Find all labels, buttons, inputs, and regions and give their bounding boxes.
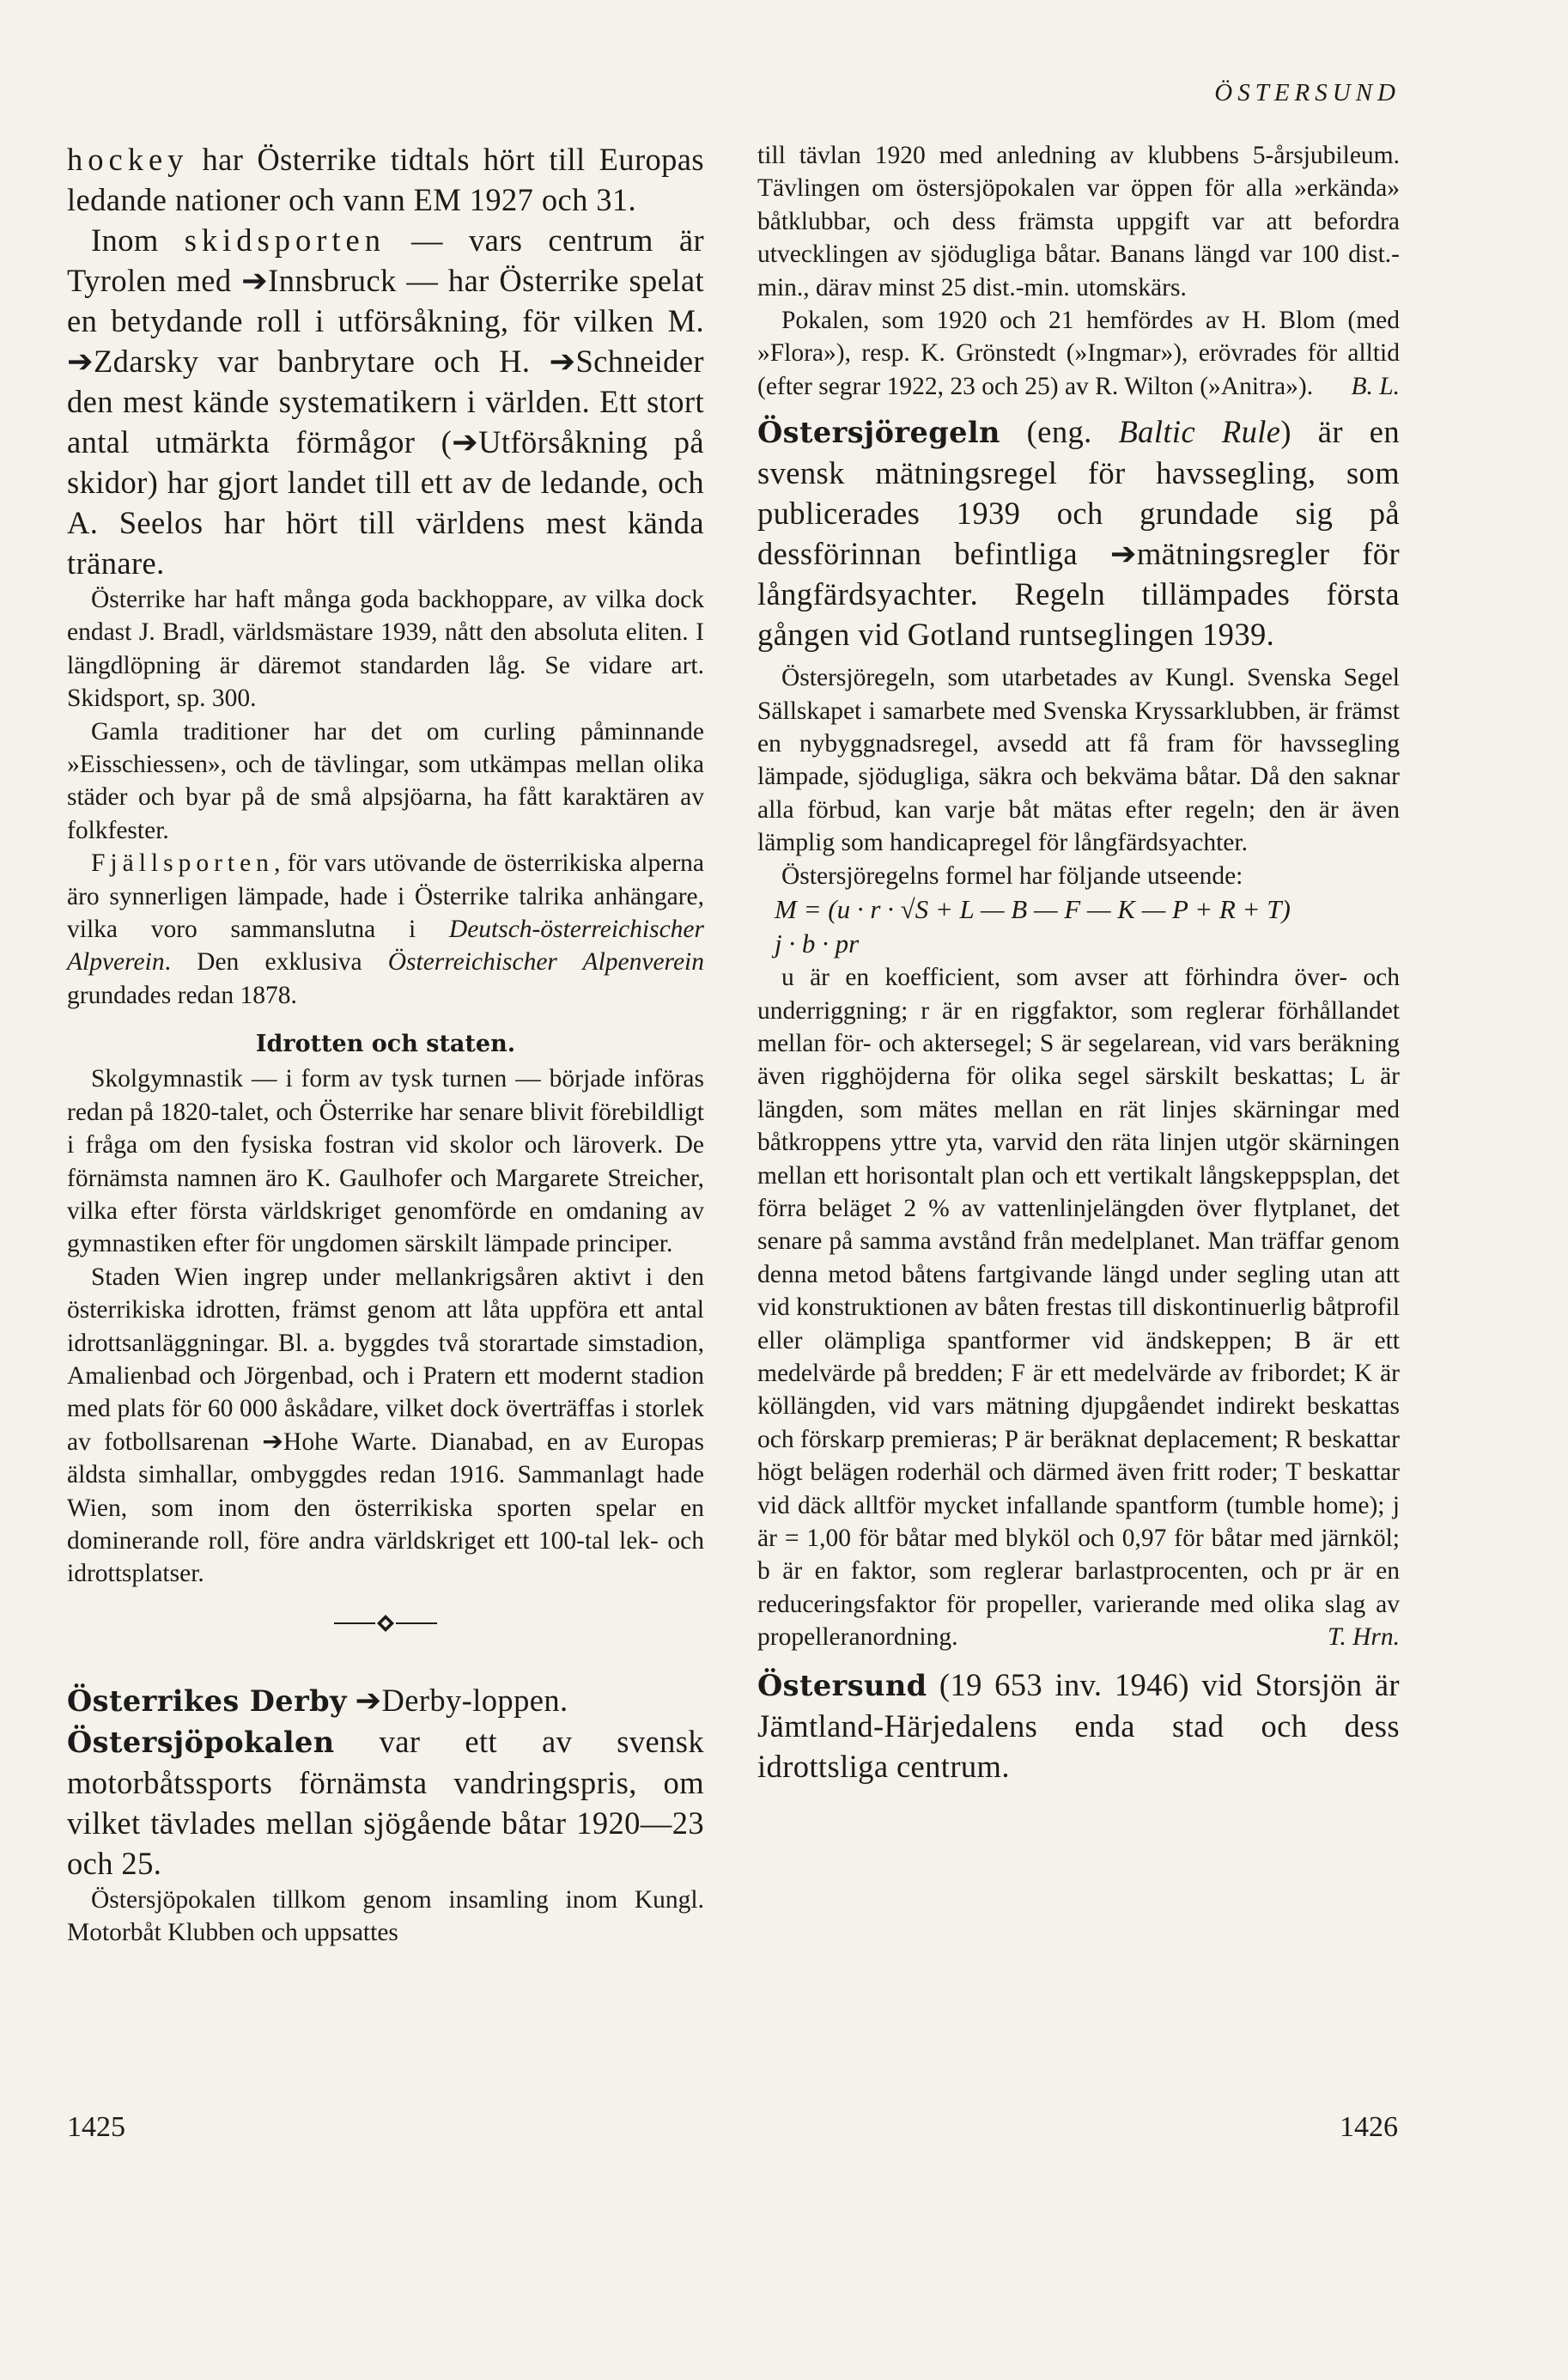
paragraph [67,220,704,583]
paragraph: Östersjöregeln, som utarbetades av Kungl. Svenska Segel Sällskapet i samarbete med Svenska Kryssarklubben, är främst en nybyggnadsregel, avsedd att få fram för havssegling lämpade, sjödugliga, säkra och bekväma båtar. Då den saknar alla förbud, kan varje båt mätas efter regeln; den är även lämplig som handicapregel för långfärdsyachter. [757,664,1400,857]
paragraph: Staden Wien ingrep under mellankrigsåren aktivt i den österrikiska idrotten, främst genom att låta uppföra ett antal idrottsanläggningar. Bl. a. byggdes två storartade simstadion, Amalienbad och Jörgenbad, och i Pratern ett modernt stadion med plats för 60 000 åskådare, vilket dock överträffas i storlek av fotbollsarenan ➔Hohe Warte. Dianabad, en av Europas äldsta simhallar, ombyggdes redan 1916. Sammanlagt hade Wien, som inom den österrikiska sporten spelar en dominerande roll, före andra världskriget ett 100-tal lek- och idrottsplatser. [67,1263,704,1588]
paragraph [67,847,704,1012]
text: (19 653 inv. 1946) vid Storsjön är Jämtland-Härjedalens enda stad och dess idrottsliga centrum. [757,1666,1400,1784]
ornament-divider [67,1613,704,1634]
entry [67,1721,704,1884]
paragraph: Östersjöregelns formel har följande utseende: [781,861,1243,890]
paragraph: Gamla traditioner har det om curling påminnande »Eisschiessen», och de tävlingar, som utkämpas mellan olika städer och byar på de små alpsjöarna, ha fått karaktären av folkfester. [67,717,704,844]
text: (eng. [1000,414,1119,450]
text: Pokalen, som 1920 och 21 hemfördes av H. Blom (med »Flora»), resp. K. Grönstedt (»Ingmar»), erövrades för alltid (efter segrar 1922, 23 och 25) av R. Wilton (»Anitra»). [757,307,1400,400]
author-signature: B. L. [1351,372,1400,400]
author-signature: T. Hrn. [1328,1623,1400,1652]
formula-numerator: M = (u · r · √S + L — B — F — K — P + R + T) [775,894,1291,925]
paragraph [757,304,1400,403]
italic-text: Deutsch-österreichischer Alpverein [67,916,704,977]
paragraph: Österrike har haft många goda backhoppare, av vilka dock endast J. Bradl, världsmästare 1939, nått den absoluta eliten. I längdlöpning är däremot standarden låg. Se vidare art. Skidsport, sp. 300. [67,586,704,713]
text: , för vars utövande de österrikiska alperna äro synnerligen lämpade, hade i Österrike talrika anhängare, vilka voro sammanslutna i [67,849,704,944]
running-header: ÖSTERSUND [1214,79,1401,107]
text: ) är en svensk mätningsregel för havssegling, som publicerades 1939 och grundade sig på dessförinnan befintliga ➔mätningsregler för långfärdsyachter. Regeln tillämpades första gången vid Gotland runtseglingen 1939. [757,414,1400,653]
section-heading: Idrotten och staten. [255,1031,516,1058]
left-column [67,139,704,1950]
paragraph: Skolgymnastik — i form av tysk turnen — började införas redan på 1820-talet, och Österrike har senare blivit förebildligt i fråga om den fysiska fostran vid skolor och läroverk. De förnämsta namnen äro K. Gaulhofer och Margarete Streicher, vilka efter första världskriget genomförde en omdaning av gymnastiken efter för ungdomen särskilt lämpade principer. [67,1065,704,1258]
italic-text: Österreichischer Alpenverein [387,948,704,977]
entry [67,1680,704,1721]
text: har Österrike tidtals hört till Europas ledande nationer och vann EM 1927 och 31. [67,142,704,217]
page-number-right: 1426 [1340,2111,1398,2143]
spaced-word: hockey [67,142,189,177]
text: ➔Derby-loppen. [346,1682,568,1718]
formula-denominator: j · b · pr [775,928,860,959]
entry [757,1665,1400,1787]
entry-headword: Österrikes Derby [67,1683,347,1718]
text: Inom [91,222,185,258]
paragraph: till tävlan 1920 med anledning av klubbens 5-årsjubileum. Tävlingen om östersjöpokalen var öppen för alla »erkända» båtklubbar, och dess främsta uppgift var att befordra utvecklingen av sjödugliga båtar. Banans längd var 100 dist.-min., därav minst 25 dist.-min. utomskärs. [757,142,1400,301]
entry [757,411,1400,654]
text: var ett av svensk motorbåtssports förnämsta vandringspris, om vilket tävlades mellan sjögående båtar 1920—23 och 25. [67,1723,704,1881]
entry-headword: Östersjöpokalen [67,1724,335,1759]
entry-headword: Östersjöregeln [757,415,1000,450]
text: . Den exklusiva [164,948,388,977]
diamond-divider-icon [334,1613,437,1634]
text: grundades redan 1878. [67,981,297,1009]
paragraph [67,139,704,220]
page-number-left: 1425 [67,2111,125,2143]
right-column [757,139,1400,1787]
paragraph [757,961,1400,1654]
paragraph: Östersjöpokalen tillkom genom insamling inom Kungl. Motorbåt Klubben och uppsattes [67,1885,704,1947]
text: u är en koefficient, som avser att förhindra över- och underriggning; r är en riggfaktor, som reglerar förhållandet mellan för- och aktersegel; S är segelarean, vid vars beräkning även rigghöjderna för olika segel särskilt beskattas; L är längden, som mätes mellan en rät linjes skärningar med båtkroppens yttre yta, varvid den räta linjen utgör skärningen mellan ett horisontalt plan och ett vertikalt långskeppsplan, det förra beläget 2 % av vattenlinjelängden över flytplanet, det senare på samma avstånd från medelplanet. Man träffar genom denna metod båtens fartgivande längd under segling utan att vid konstruktionen av båten frestas till diskontinuerlig båtprofil eller olämpliga spantformer vid ändskeppen; B är ett medelvärde på bredden; F är ett medelvärde av fribordet; K är köllängden, vid vars mätning djupgåendet indirekt beskattas och förskarp premieras; P är beräknat deplacement; R beskattar högt belägen roderhäl och därmed även fritt roder; T beskattar vid däck alltför mycket infallande spantform (tumble home); j är = 1,00 för båtar med blyköl och 0,97 för båtar med järnköl; b är en faktor, som reglerar barlastprocenten, och pr är en reduceringsfaktor för propeller, varierande med olika slag av propelleranordning. [757,964,1401,1652]
italic-text: Baltic Rule [1118,414,1281,450]
entry-headword: Östersund [757,1667,927,1702]
text: — vars centrum är Tyrolen med ➔Innsbruck — har Österrike spelat en betydande roll i utförsåkning, för vilken M. ➔Zdarsky var banbrytare och H. ➔Schneider den mest kände systematikern i världen. Ett stort antal utmärkta förmågor (➔Utförsåkning på skidor) har gjort landet till ett av de ledande, och A. Seelos har hört till världens mest kända tränare. [67,222,704,581]
spaced-word: Fjällsporten [91,849,274,878]
spaced-word: skidsporten [184,222,386,258]
